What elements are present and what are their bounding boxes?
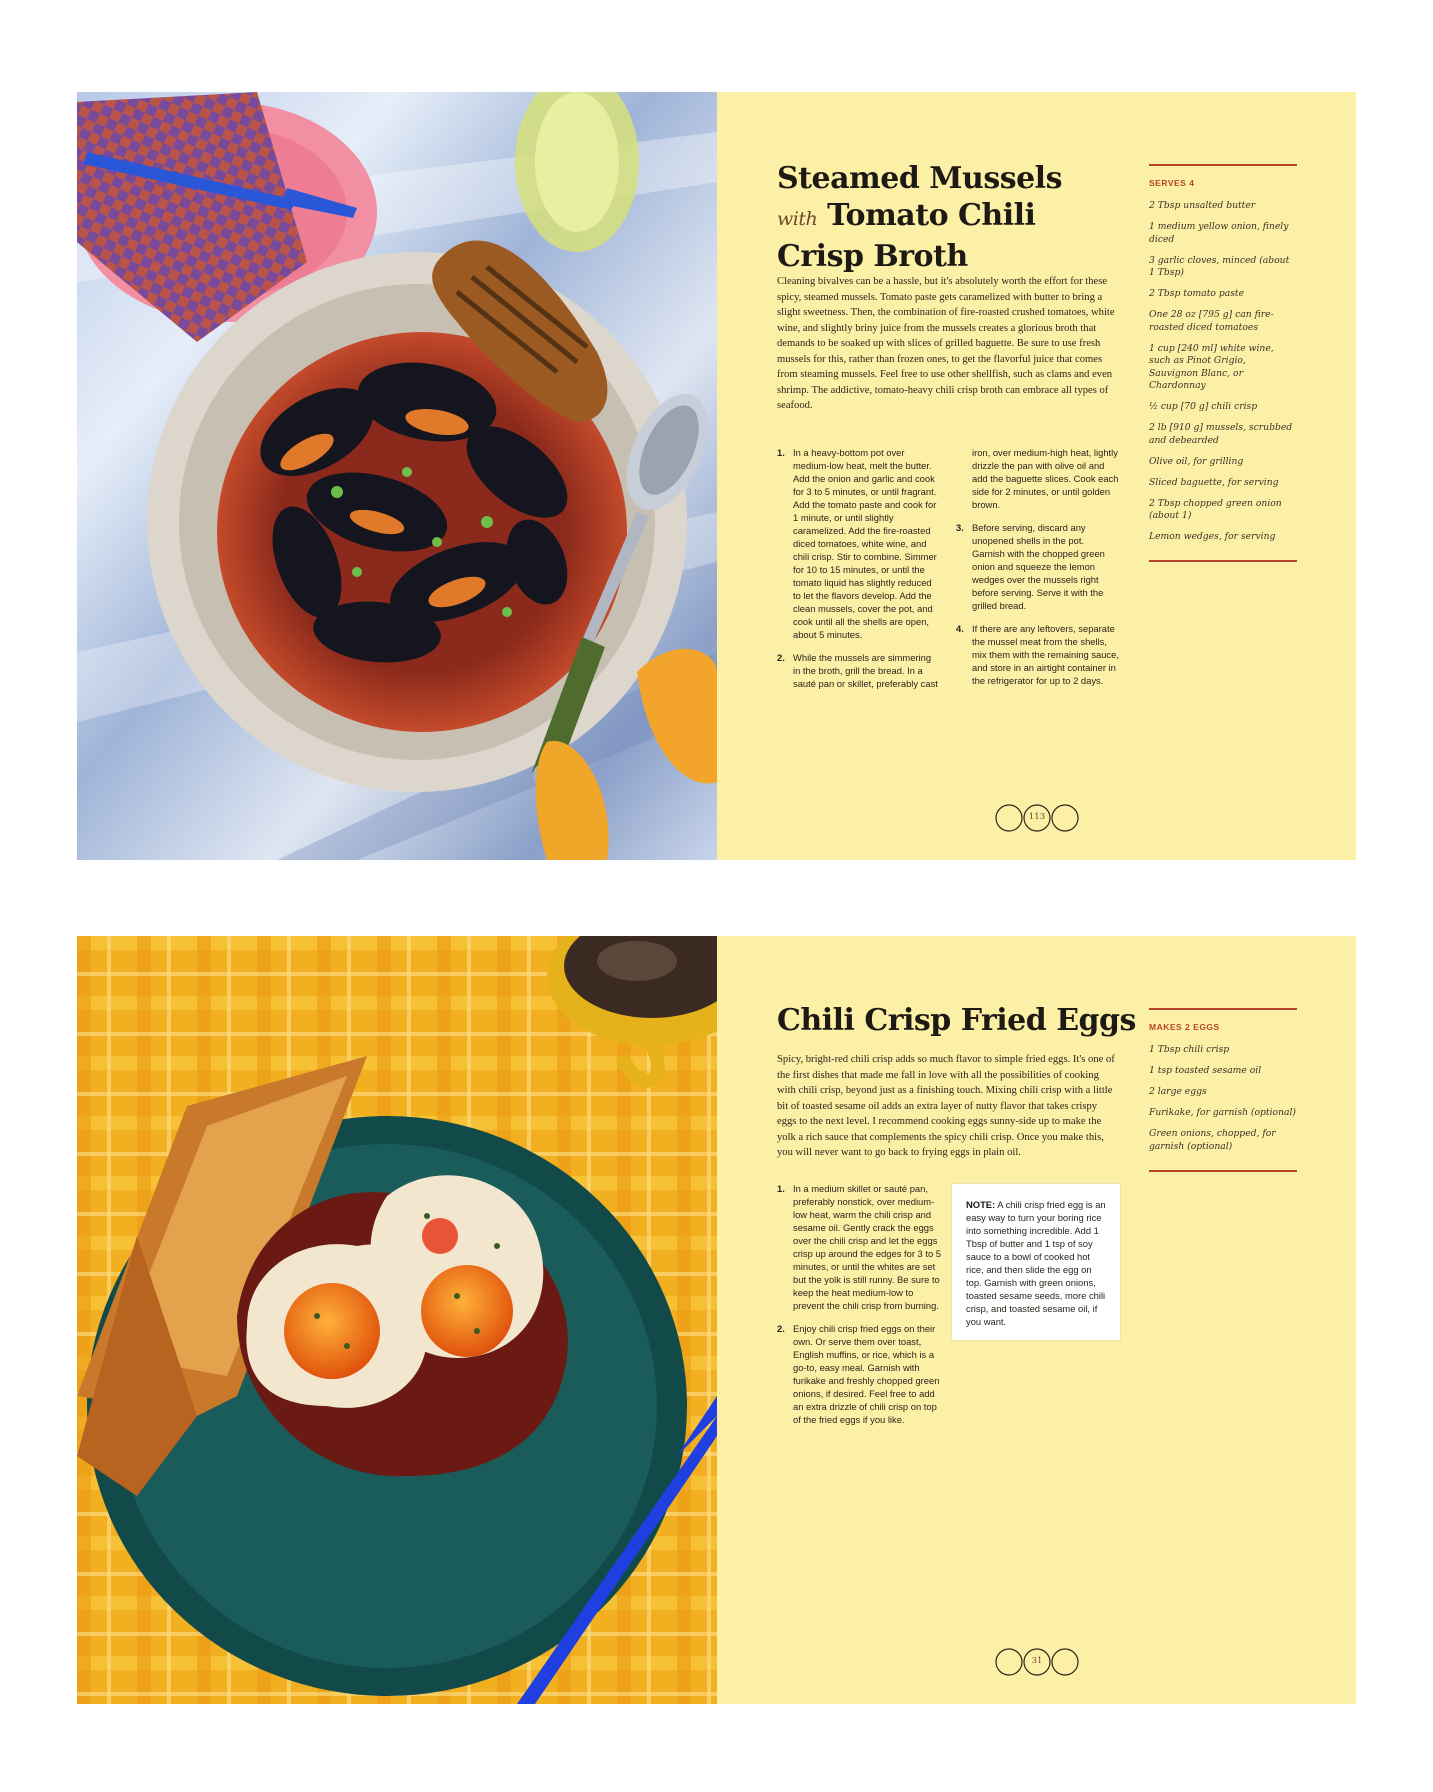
ingredient-item: Lemon wedges, for serving: [1149, 531, 1276, 542]
step-item: 2. Enjoy chili crisp fried eggs on their own. Or serve them over toast, English muffins, or rice, which is a go-to, easy meal. Garnish with furikake and freshly chopped green onions, if desired. Feel free to add an extra drizzle of chili crisp on top of the fried eggs if you like.: [777, 1323, 940, 1425]
step-item: 4. If there are any leftovers, separate the mussel meat from the shells, mix them with the remaining sauce, and store in an airtight container in the refrigerator for up to 2 days.: [956, 623, 1119, 686]
recipe-title: Chili Crisp Fried Eggs: [777, 1003, 1136, 1038]
step-item: 1. In a heavy-bottom pot over medium-low heat, melt the butter. Add the onion and garlic and cook for 3 to 5 minutes, or until fragrant. Add the tomato paste and cook for 1 minute, or until slightly caramelized. Add the fire-roasted diced tomatoes, white wine, and chili crisp. Stir to combine. Simmer for 10 to 15 minutes, or until the tomato liquid has slightly reduced to let the flavors develop. Add the clean mussels, cover the pot, and cook until all the shells are open, about 5 minutes.: [777, 447, 937, 640]
ingredient-item: 1 Tbsp chili crisp: [1149, 1044, 1230, 1055]
ingredient-item: One 28 oz [795 g] can fire-roasted diced tomatoes: [1149, 309, 1274, 333]
ingredient-list: [1149, 1044, 1297, 1153]
ingredient-item: 1 cup [240 ml] white wine, such as Pinot Grigio, Sauvignon Blanc, or Chardonnay: [1149, 342, 1274, 391]
step-item: 3. Before serving, discard any unopened shells in the pot. Garnish with the chopped green onion and squeeze the lemon wedges over the mussels right before serving. Serve it with the grilled bread.: [956, 522, 1105, 611]
page-number-badge: [993, 803, 1081, 833]
ingredient-item: 3 garlic cloves, minced (about 1 Tbsp): [1149, 254, 1290, 278]
ingredient-item: Furikake, for garnish (optional): [1149, 1107, 1296, 1118]
step-item: 2. While the mussels are simmering in the broth, grill the bread. In a sauté pan or skillet, preferably cast iron, over medium-high heat, lightly drizzle the pan with olive oil and add the baguette slices. Cook each side for 2 minutes, or until golden brown.: [777, 447, 1119, 689]
ingredient-item: 1 tsp toasted sesame oil: [1149, 1065, 1262, 1076]
ingredient-item: Green onions, chopped, for garnish (optional): [1149, 1128, 1276, 1152]
step-item: 1. In a medium skillet or sauté pan, preferably nonstick, over medium-low heat, warm the chili crisp and sesame oil. Gently crack the eggs over the chili crisp and let the eggs crisp up around the edges for 3 to 5 minutes, or until the whites are set but the yolk is still runny. Be sure to keep the heat medium-low to prevent the chili crisp from burning.: [777, 1183, 942, 1311]
ingredient-item: 2 lb [910 g] mussels, scrubbed and debearded: [1149, 422, 1293, 446]
recipe-steps: [777, 1182, 943, 1436]
recipe-intro: Cleaning bivalves can be a hassle, but it's absolutely worth the effort for these spicy, steamed mussels. Tomato paste gets caramelized with butter to bring a slight sweetness. Then, the combination of fire-roasted crushed tomatoes, white wine, and slightly briny juice from the mussels creates a glorious broth that demands to be soaked up with slices of grilled baguette. Be sure to use fresh mussels for this, rather than frozen ones, to get the flavorful juice that comes from steaming mussels. Feel free to use other shellfish, such as clams and even shrimp. The addictive, tomato-heavy chili crisp broth can embrace all types of seafood.: [777, 276, 1115, 411]
ingredient-item: 2 large eggs: [1149, 1086, 1207, 1097]
recipe-spread-eggs: [77, 936, 1356, 1704]
ingredients-panel: [1149, 164, 1297, 562]
note-label: NOTE:: [966, 1199, 996, 1210]
ingredient-item: 2 Tbsp unsalted butter: [1149, 200, 1256, 211]
serves-label: SERVES 4: [1149, 178, 1195, 188]
recipe-intro: Spicy, bright-red chili crisp adds so much flavor to simple fried eggs. It's one of the first dishes that made me fall in love with all the possibilities of cooking with chili crisp, beyond just as a finishing touch. Mixing chili crisp with a little bit of toasted sesame oil adds an extra layer of nutty flavor that takes crispy eggs to the next level. I recommend cooking eggs sunny-side up to make the yolk a rich sauce that complements the spicy chili crisp. Once you make this, you will never want to go back to frying eggs in plain oil.: [777, 1054, 1115, 1158]
ingredient-list: [1149, 200, 1297, 544]
page-number: 31: [1031, 1656, 1043, 1666]
ingredient-item: 2 Tbsp chopped green onion (about 1): [1149, 497, 1282, 521]
ingredient-item: ½ cup [70 g] chili crisp: [1149, 401, 1258, 412]
fried-eggs-photo: [77, 936, 717, 1704]
ingredient-item: 2 Tbsp tomato paste: [1149, 288, 1245, 299]
mussels-photo: [77, 92, 717, 860]
ingredients-panel: [1149, 1008, 1297, 1172]
recipe-steps: [777, 446, 1119, 694]
recipe-page-mussels: [717, 92, 1356, 860]
page-number-badge: [993, 1647, 1081, 1677]
ingredient-item: 1 medium yellow onion, finely diced: [1149, 221, 1289, 245]
recipe-page-eggs: [717, 936, 1356, 1704]
recipe-title: Steamed Mussels with Tomato Chili Crisp Broth: [777, 161, 1062, 274]
serves-label: MAKES 2 EGGS: [1149, 1022, 1220, 1032]
note-text: A chili crisp fried egg is an easy way to turn your boring rice into something incredible. Add 1 Tbsp of butter and 1 tsp of soy sauce to a bowl of cooked hot rice, and then slide the egg on top. Garnish with green onions, toasted sesame seeds, more chili crisp, and toasted sesame oil, if you want.: [966, 1199, 1106, 1327]
page-number: 113: [1028, 812, 1046, 822]
ingredient-item: Sliced baguette, for serving: [1149, 476, 1279, 488]
recipe-spread-mussels: [77, 92, 1356, 860]
ingredient-item: Olive oil, for grilling: [1149, 455, 1244, 467]
recipe-note-box: [952, 1184, 1120, 1340]
